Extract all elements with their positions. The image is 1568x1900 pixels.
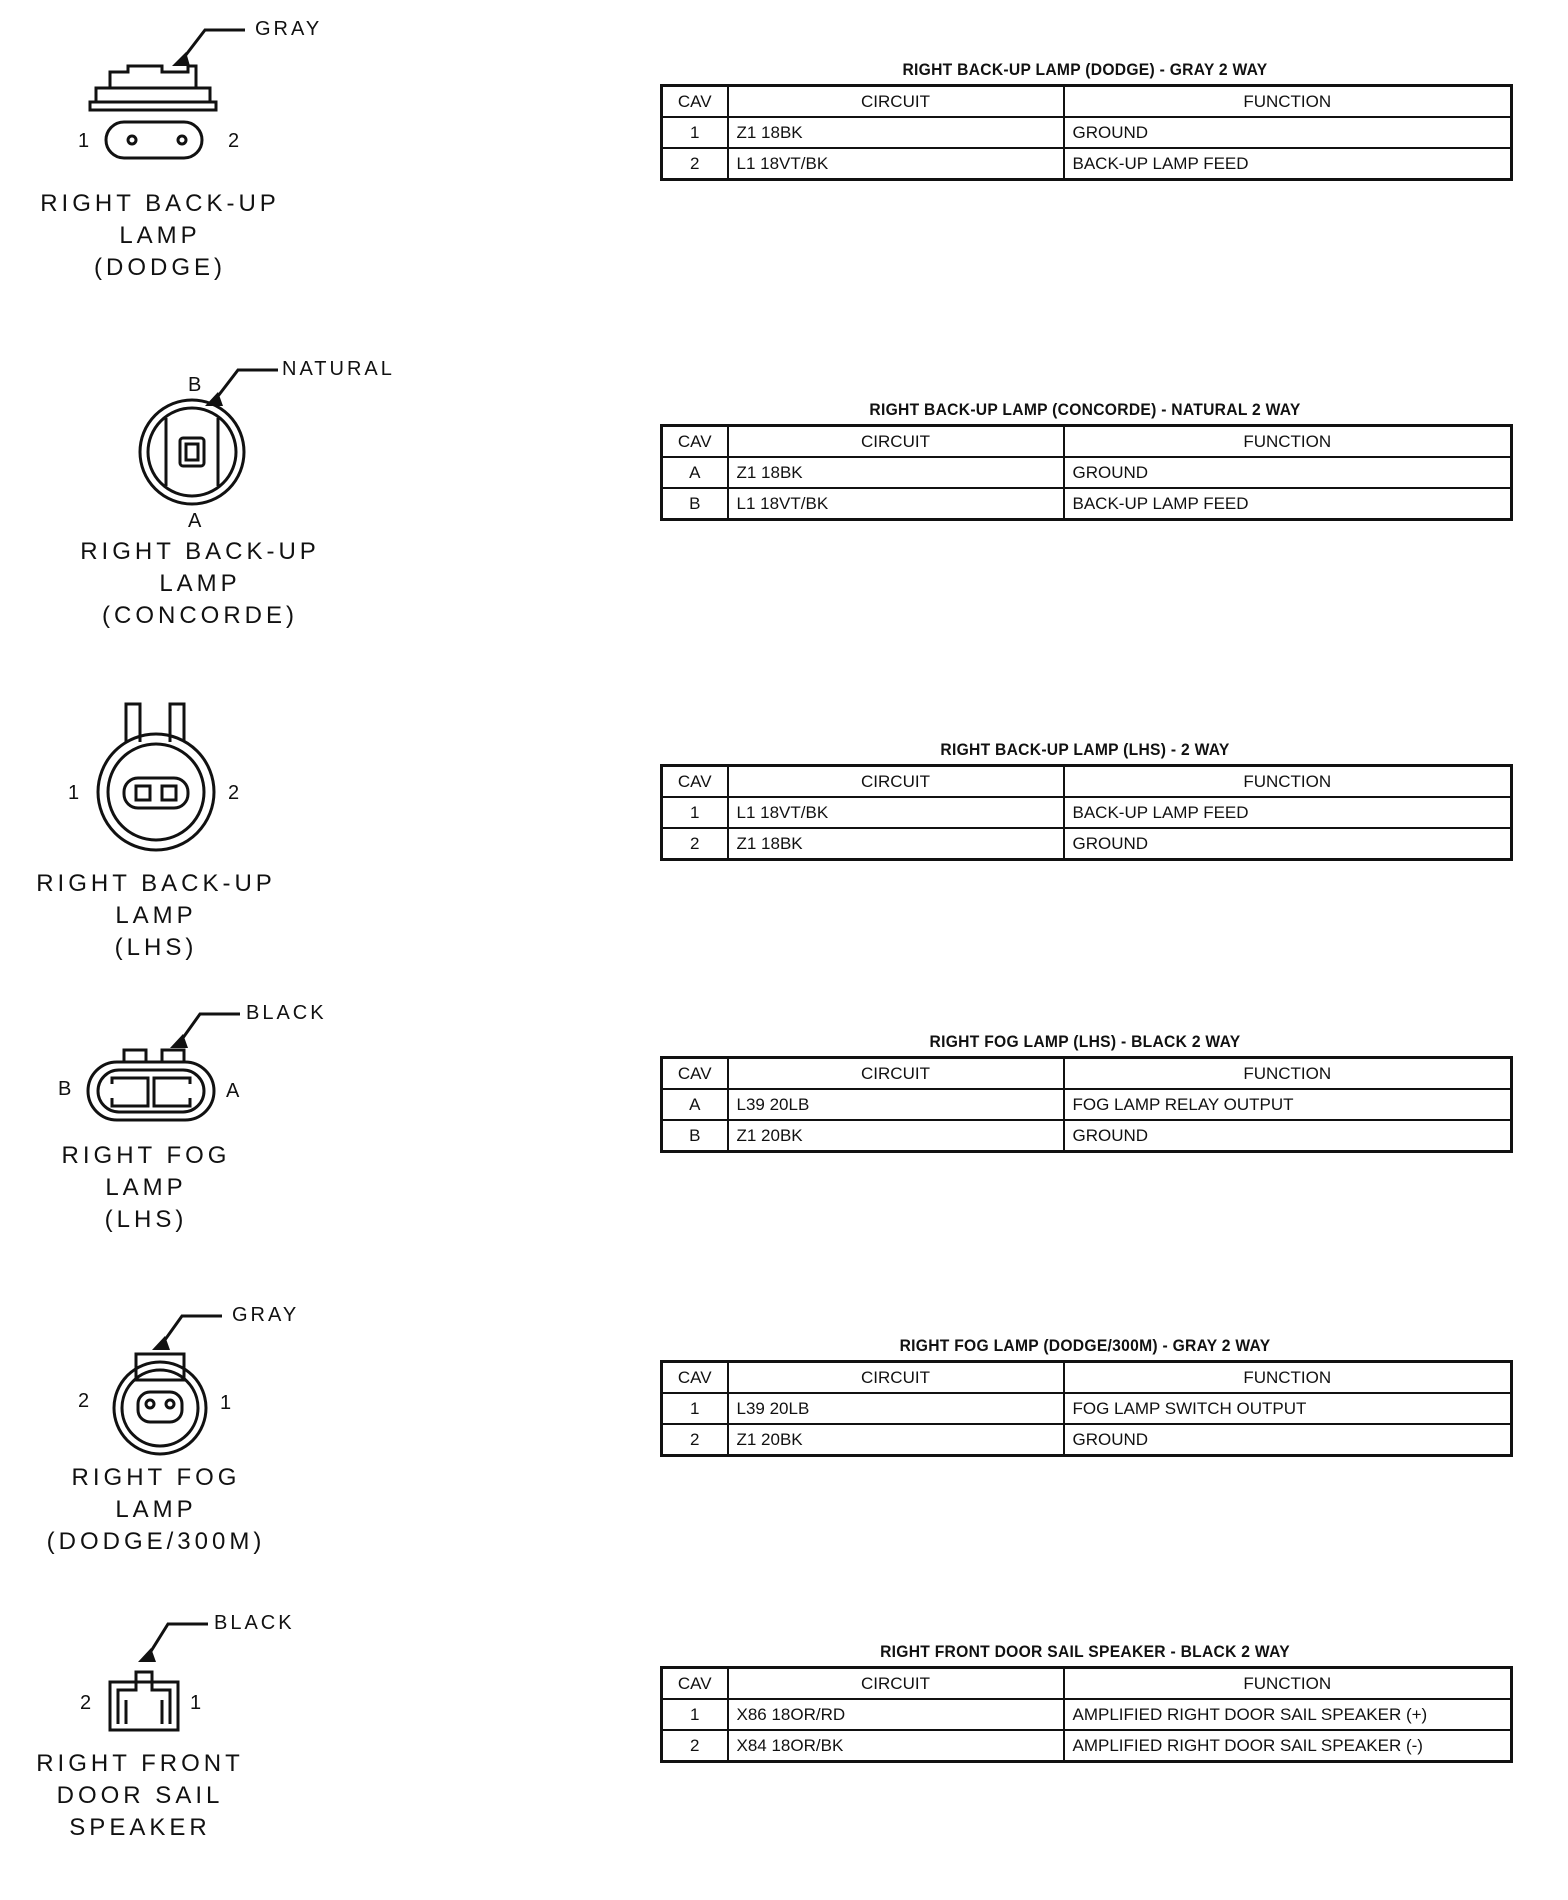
connector-name: RIGHT BACK-UP LAMP (DODGE): [40, 190, 280, 281]
cav-cell: 2: [662, 828, 728, 860]
circuit-cell: L39 20LB: [728, 1089, 1064, 1120]
circuit-cell: Z1 20BK: [728, 1120, 1064, 1152]
table-row: [662, 828, 1512, 860]
connector-diagram: [0, 1296, 420, 1596]
function-cell: FOG LAMP RELAY OUTPUT: [1064, 1089, 1512, 1120]
table-row: [662, 1699, 1512, 1730]
table-header-row: [662, 766, 1512, 798]
connector-color-label: GRAY: [255, 18, 323, 40]
table-title: RIGHT FRONT DOOR SAIL SPEAKER - BLACK 2 WAY: [880, 1642, 1290, 1661]
cav-header: CAV: [662, 1668, 728, 1700]
cav-cell: B: [662, 1120, 728, 1152]
pinout-table-block: [660, 1336, 1510, 1457]
circuit-header: CIRCUIT: [728, 1362, 1064, 1394]
connector-name: RIGHT FRONT DOOR SAIL SPEAKER: [36, 1750, 244, 1841]
table-row: [662, 1089, 1512, 1120]
table-title: RIGHT FOG LAMP (DODGE/300M) - GRAY 2 WAY: [899, 1336, 1271, 1355]
connector-section-dodge-backup: [0, 0, 1568, 300]
circuit-cell: X84 18OR/BK: [728, 1730, 1064, 1762]
pin-label: 2: [228, 130, 240, 152]
cav-cell: 1: [662, 797, 728, 828]
pin-label: 2: [228, 782, 240, 804]
cav-header: CAV: [662, 426, 728, 458]
circuit-cell: L39 20LB: [728, 1393, 1064, 1424]
cav-cell: 2: [662, 1730, 728, 1762]
table-row: [662, 457, 1512, 488]
connector-section-dodge-fog: [0, 1296, 1568, 1596]
pin-label: A: [226, 1080, 240, 1102]
pinout-table: [660, 1056, 1513, 1153]
pin-label: B: [58, 1078, 72, 1100]
connector-section-lhs-fog: [0, 990, 1568, 1290]
connector-diagram: [0, 1600, 420, 1900]
function-cell: FOG LAMP SWITCH OUTPUT: [1064, 1393, 1512, 1424]
pinout-table: [660, 424, 1513, 521]
pinout-table-block: [660, 740, 1510, 861]
table-header-row: [662, 1668, 1512, 1700]
cav-cell: A: [662, 1089, 728, 1120]
table-header-row: [662, 1362, 1512, 1394]
function-header: FUNCTION: [1064, 1362, 1512, 1394]
pinout-table: [660, 1666, 1513, 1763]
function-header: FUNCTION: [1064, 766, 1512, 798]
cav-header: CAV: [662, 766, 728, 798]
pinout-table: [660, 84, 1513, 181]
table-header-row: [662, 1058, 1512, 1090]
cav-cell: 2: [662, 1424, 728, 1456]
table-title: RIGHT FOG LAMP (LHS) - BLACK 2 WAY: [929, 1032, 1241, 1051]
connector-section-lhs-backup: [0, 680, 1568, 980]
cav-cell: 2: [662, 148, 728, 180]
connector-name: RIGHT FOG LAMP (LHS): [61, 1142, 231, 1233]
connector-section-concorde-backup: [0, 340, 1568, 640]
table-header-row: [662, 426, 1512, 458]
table-title: RIGHT BACK-UP LAMP (DODGE) - GRAY 2 WAY: [902, 60, 1268, 79]
function-cell: AMPLIFIED RIGHT DOOR SAIL SPEAKER (+): [1064, 1699, 1512, 1730]
pinout-table: [660, 1360, 1513, 1457]
circuit-cell: Z1 18BK: [728, 117, 1064, 148]
pinout-table-block: [660, 1032, 1510, 1153]
connector-diagram: [0, 990, 420, 1290]
circuit-header: CIRCUIT: [728, 1058, 1064, 1090]
cav-cell: A: [662, 457, 728, 488]
connector-color-label: GRAY: [232, 1304, 300, 1326]
table-row: [662, 1120, 1512, 1152]
circuit-cell: Z1 18BK: [728, 457, 1064, 488]
connector-diagram: [0, 0, 420, 300]
table-row: [662, 1730, 1512, 1762]
pin-label: 2: [78, 1390, 90, 1412]
circuit-header: CIRCUIT: [728, 86, 1064, 118]
table-row: [662, 1393, 1512, 1424]
connector-color-label: NATURAL: [282, 358, 395, 380]
pinout-table-block: [660, 1642, 1510, 1763]
connector-color-label: BLACK: [214, 1612, 295, 1634]
pinout-table: [660, 764, 1513, 861]
cav-cell: 1: [662, 1699, 728, 1730]
pin-label: 1: [190, 1692, 202, 1714]
table-header-row: [662, 86, 1512, 118]
circuit-header: CIRCUIT: [728, 1668, 1064, 1700]
pinout-table-block: [660, 400, 1510, 521]
pin-label: B: [188, 374, 202, 396]
function-header: FUNCTION: [1064, 86, 1512, 118]
table-row: [662, 1424, 1512, 1456]
circuit-cell: X86 18OR/RD: [728, 1699, 1064, 1730]
table-title: RIGHT BACK-UP LAMP (CONCORDE) - NATURAL 2 WAY: [869, 400, 1301, 419]
pin-label: 1: [68, 782, 80, 804]
circuit-cell: Z1 20BK: [728, 1424, 1064, 1456]
function-header: FUNCTION: [1064, 426, 1512, 458]
circuit-cell: L1 18VT/BK: [728, 148, 1064, 180]
function-cell: BACK-UP LAMP FEED: [1064, 148, 1512, 180]
cav-header: CAV: [662, 1362, 728, 1394]
circuit-header: CIRCUIT: [728, 766, 1064, 798]
connector-diagram: [0, 680, 420, 980]
function-cell: AMPLIFIED RIGHT DOOR SAIL SPEAKER (-): [1064, 1730, 1512, 1762]
function-cell: GROUND: [1064, 1120, 1512, 1152]
connector-diagram: [0, 340, 420, 640]
pin-label: 2: [80, 1692, 92, 1714]
function-header: FUNCTION: [1064, 1668, 1512, 1700]
connector-name: RIGHT FOG LAMP (DODGE/300M): [46, 1464, 266, 1555]
pinout-table-block: [660, 60, 1510, 181]
table-row: [662, 797, 1512, 828]
function-cell: GROUND: [1064, 457, 1512, 488]
function-cell: BACK-UP LAMP FEED: [1064, 797, 1512, 828]
circuit-cell: L1 18VT/BK: [728, 797, 1064, 828]
table-title: RIGHT BACK-UP LAMP (LHS) - 2 WAY: [940, 740, 1230, 759]
function-cell: GROUND: [1064, 1424, 1512, 1456]
function-cell: BACK-UP LAMP FEED: [1064, 488, 1512, 520]
cav-cell: 1: [662, 1393, 728, 1424]
connector-color-label: BLACK: [246, 1002, 327, 1024]
function-cell: GROUND: [1064, 117, 1512, 148]
cav-cell: B: [662, 488, 728, 520]
circuit-cell: L1 18VT/BK: [728, 488, 1064, 520]
connector-section-sail-speaker: [0, 1600, 1568, 1900]
function-cell: GROUND: [1064, 828, 1512, 860]
circuit-header: CIRCUIT: [728, 426, 1064, 458]
cav-header: CAV: [662, 86, 728, 118]
pin-label: A: [188, 510, 202, 532]
pin-label: 1: [78, 130, 90, 152]
connector-name: RIGHT BACK-UP LAMP (LHS): [36, 870, 276, 961]
connector-name: RIGHT BACK-UP LAMP (CONCORDE): [80, 538, 320, 629]
table-row: [662, 148, 1512, 180]
pin-label: 1: [220, 1392, 232, 1414]
function-header: FUNCTION: [1064, 1058, 1512, 1090]
table-row: [662, 488, 1512, 520]
circuit-cell: Z1 18BK: [728, 828, 1064, 860]
cav-header: CAV: [662, 1058, 728, 1090]
cav-cell: 1: [662, 117, 728, 148]
table-row: [662, 117, 1512, 148]
